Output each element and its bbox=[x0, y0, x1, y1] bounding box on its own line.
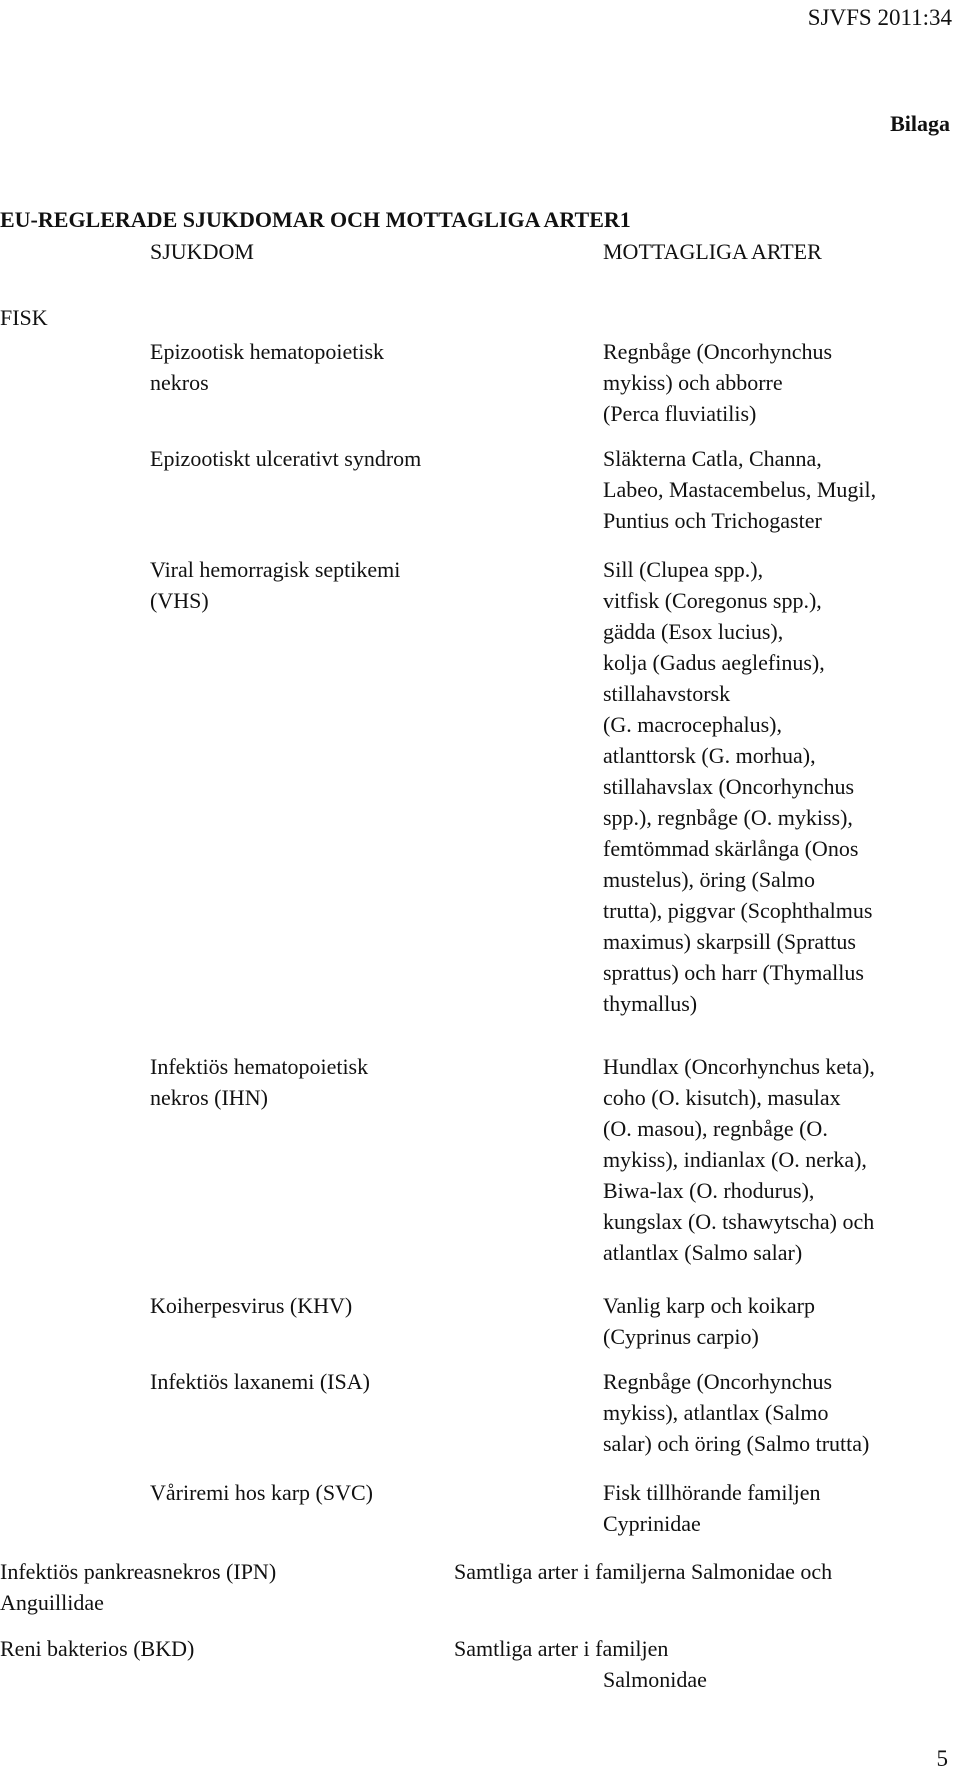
species-text: (G. macrocephalus), bbox=[603, 712, 782, 737]
species-text: (Cyprinus carpio) bbox=[603, 1324, 759, 1349]
species-text: Sill (Clupea spp.), bbox=[603, 557, 764, 582]
species-text: sprattus) och harr (Thymallus bbox=[603, 960, 864, 985]
annex-label: Bilaga bbox=[890, 111, 950, 136]
disease-name: Infektiös laxanemi (ISA) bbox=[150, 1369, 370, 1394]
species-text: (Perca fluviatilis) bbox=[603, 401, 757, 426]
species-text: salar) och öring (Salmo trutta) bbox=[603, 1431, 870, 1456]
species-text: (O. masou), regnbåge (O. bbox=[603, 1116, 828, 1141]
column-header-disease: SJUKDOM bbox=[150, 239, 254, 264]
disease-name: Epizootisk hematopoietisk bbox=[150, 339, 385, 364]
species-text: vitfisk (Coregonus spp.), bbox=[603, 588, 822, 613]
species-text: Regnbåge (Oncorhynchus bbox=[603, 339, 833, 364]
page-title: EU-REGLERADE SJUKDOMAR OCH MOTTAGLIGA ARTER1 bbox=[0, 207, 631, 232]
disease-name: Koiherpesvirus (KHV) bbox=[150, 1293, 353, 1318]
species-text: Labeo, Mastacembelus, Mugil, bbox=[603, 477, 877, 502]
species-text: mykiss), indianlax (O. nerka), bbox=[603, 1147, 867, 1172]
disease-name: Anguillidae bbox=[0, 1590, 104, 1615]
species-text: mustelus), öring (Salmo bbox=[603, 867, 816, 892]
disease-name: Viral hemorragisk septikemi bbox=[150, 557, 401, 582]
section-heading: FISK bbox=[0, 305, 48, 330]
species-text: coho (O. kisutch), masulax bbox=[603, 1085, 841, 1110]
species-text: stillahavslax (Oncorhynchus bbox=[603, 774, 855, 799]
species-text: kolja (Gadus aeglefinus), bbox=[603, 650, 825, 675]
species-text: Puntius och Trichogaster bbox=[603, 508, 822, 533]
species-text: trutta), piggvar (Scophthalmus bbox=[603, 898, 873, 923]
disease-name: Våriremi hos karp (SVC) bbox=[150, 1480, 374, 1505]
species-text: atlanttorsk (G. morhua), bbox=[603, 743, 816, 768]
column-header-species: MOTTAGLIGA ARTER bbox=[603, 239, 822, 264]
disease-name: Epizootiskt ulcerativt syndrom bbox=[150, 446, 422, 471]
species-text: femtömmad skärlånga (Onos bbox=[603, 836, 859, 861]
species-text: thymallus) bbox=[603, 991, 698, 1016]
disease-name: Reni bakterios (BKD) bbox=[0, 1636, 195, 1661]
document-id: SJVFS 2011:34 bbox=[807, 5, 952, 30]
disease-name: Infektiös hematopoietisk bbox=[150, 1054, 369, 1079]
species-text: spp.), regnbåge (O. mykiss), bbox=[603, 805, 853, 830]
species-text: Samtliga arter i familjerna Salmonidae och bbox=[454, 1559, 833, 1584]
disease-name: nekros (IHN) bbox=[150, 1085, 268, 1110]
page-number: 5 bbox=[936, 1746, 948, 1771]
species-text: mykiss) och abborre bbox=[603, 370, 783, 395]
species-text: kungslax (O. tshawytscha) och bbox=[603, 1209, 875, 1234]
disease-name: nekros bbox=[150, 370, 209, 395]
species-text: atlantlax (Salmo salar) bbox=[603, 1240, 803, 1265]
species-text: Vanlig karp och koikarp bbox=[603, 1293, 815, 1318]
species-text: Cyprinidae bbox=[603, 1511, 701, 1536]
disease-name: Infektiös pankreasnekros (IPN) bbox=[0, 1559, 277, 1584]
species-text: Hundlax (Oncorhynchus keta), bbox=[603, 1054, 875, 1079]
species-text: maximus) skarpsill (Sprattus bbox=[603, 929, 856, 954]
species-text: mykiss), atlantlax (Salmo bbox=[603, 1400, 829, 1425]
species-text: Biwa-lax (O. rhodurus), bbox=[603, 1178, 815, 1203]
species-text: stillahavstorsk bbox=[603, 681, 731, 706]
species-text: Regnbåge (Oncorhynchus bbox=[603, 1369, 833, 1394]
species-text: Fisk tillhörande familjen bbox=[603, 1480, 821, 1505]
species-text: Salmonidae bbox=[603, 1667, 707, 1692]
disease-name: (VHS) bbox=[150, 588, 209, 613]
species-text: Släkterna Catla, Channa, bbox=[603, 446, 822, 471]
species-text: gädda (Esox lucius), bbox=[603, 619, 784, 644]
species-text: Samtliga arter i familjen bbox=[454, 1636, 669, 1661]
